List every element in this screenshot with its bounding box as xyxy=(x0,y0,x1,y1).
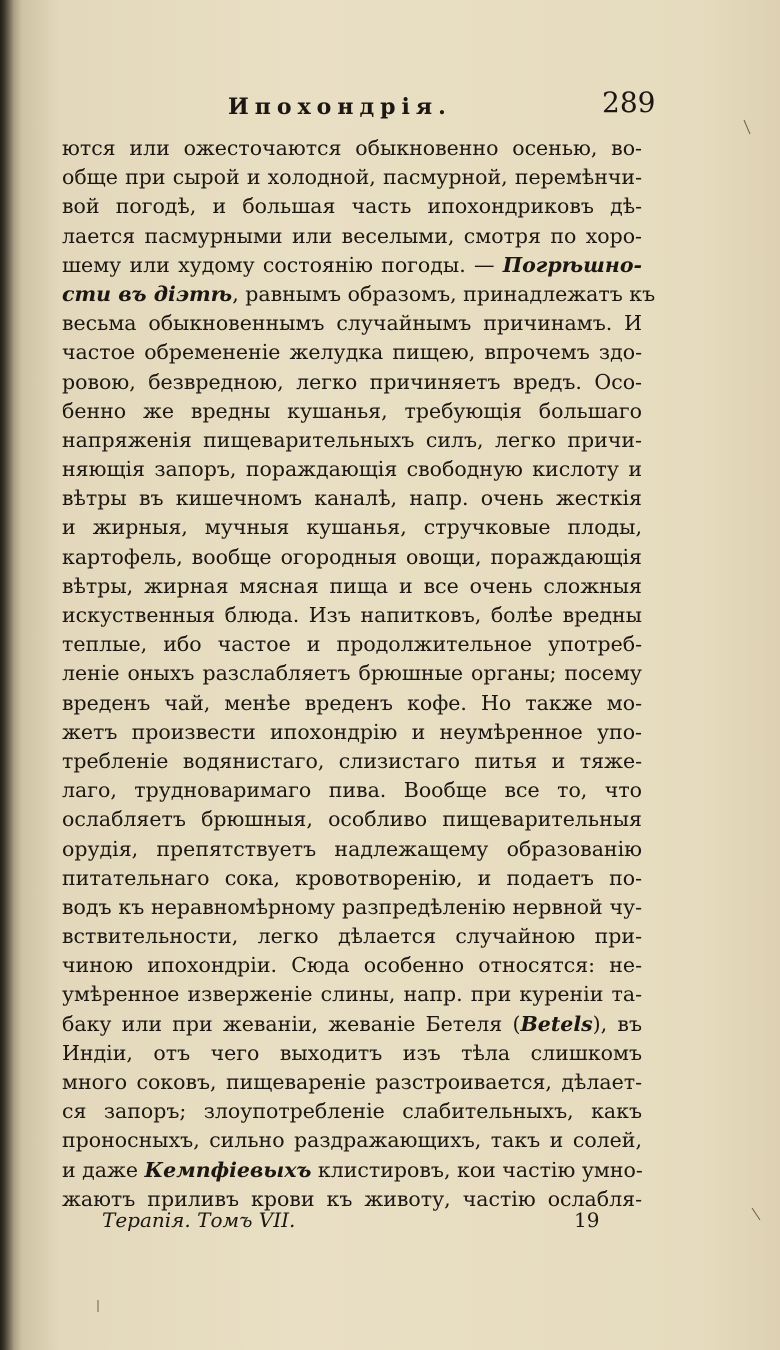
text-line xyxy=(62,805,642,834)
page-number: 289 xyxy=(602,86,656,119)
text-segment: Индіи, отъ чего выходитъ изъ тѣла слишкомъ xyxy=(62,1040,642,1065)
text-line xyxy=(62,222,642,251)
text-line xyxy=(62,1039,642,1068)
text-line xyxy=(62,251,642,280)
text-line xyxy=(62,338,642,367)
text-segment: теплые, ибо частое и продолжительное употреб- xyxy=(62,632,642,657)
text-segment: обще при сырой и холодной, пасмурной, перемѣнчи- xyxy=(62,165,642,190)
text-segment: няющія запоръ, пораждающія свободную кислоту и xyxy=(62,457,642,482)
footer-sheet-number: 19 xyxy=(574,1208,600,1232)
text-segment: вреденъ чай, менѣе вреденъ кофе. Но также мо- xyxy=(62,690,642,715)
italic-segment: Betels xyxy=(520,1011,593,1036)
text-segment: клистировъ, кои частію умно- xyxy=(311,1157,643,1182)
text-line xyxy=(62,601,642,630)
text-segment: бенно же вредны кушанья, требующія большаго xyxy=(62,398,642,423)
text-line xyxy=(62,659,642,688)
italic-segment: сти въ діэтѣ xyxy=(62,281,233,306)
text-line xyxy=(62,513,642,542)
text-line xyxy=(62,280,656,309)
text-segment: питательнаго сока, кровотворенію, и подаетъ по- xyxy=(62,865,642,890)
text-segment: вѣтры въ кишечномъ каналѣ, напр. очень жесткія xyxy=(62,486,642,511)
text-line xyxy=(62,397,642,426)
text-segment: вѣтры, жирная мясная пища и все очень сложныя xyxy=(62,573,642,598)
text-line xyxy=(62,980,642,1009)
text-segment: ся запоръ; злоупотребленіе слабительныхъ, какъ xyxy=(62,1099,642,1124)
text-segment: ются или ожесточаются обыкновенно осенью, во- xyxy=(62,136,642,160)
text-line xyxy=(62,426,642,455)
text-line xyxy=(62,192,642,221)
text-segment: ровою, безвредною, легко причиняетъ вредъ. Осо- xyxy=(62,369,642,394)
text-line xyxy=(62,1010,642,1039)
text-segment: вствительности, легко дѣлается случайною при- xyxy=(62,924,642,949)
text-line xyxy=(62,1068,642,1097)
text-segment: напряженія пищеварительныхъ силъ, легко причи- xyxy=(62,427,642,452)
text-segment: ослабляетъ брюшныя, особливо пищеварительныя xyxy=(62,807,642,832)
text-segment: чиною ипохондріи. Сюда особенно относятся: не- xyxy=(62,953,642,978)
text-line xyxy=(62,689,642,718)
text-segment: искуственныя блюда. Изъ напитковъ, болѣе вредны xyxy=(62,603,642,627)
text-line xyxy=(62,922,642,951)
spine-shadow xyxy=(0,0,14,1350)
text-line xyxy=(62,455,642,484)
italic-segment: Погрѣшно- xyxy=(502,252,642,277)
text-line xyxy=(62,134,642,163)
text-segment: и даже xyxy=(62,1157,145,1182)
text-segment: много соковъ, пищевареніе разстроивается, дѣлает- xyxy=(62,1070,642,1094)
text-segment: лается пасмурными или веселыми, смотря по хоро- xyxy=(62,223,642,248)
text-line xyxy=(62,1126,642,1155)
text-line xyxy=(62,718,642,747)
text-line xyxy=(62,630,642,659)
text-segment: водъ къ неравномѣрному разпредѣленію нервной чу- xyxy=(62,894,642,919)
text-segment: жетъ произвести ипохондрію и неумѣренное упо- xyxy=(62,719,642,744)
text-line xyxy=(62,1097,642,1126)
text-segment: орудія, препятствуетъ надлежащему образованію xyxy=(62,836,642,861)
text-line xyxy=(62,368,642,397)
text-line xyxy=(62,864,642,893)
text-segment: ), въ xyxy=(592,1011,642,1036)
text-segment: лаго, трудноваримаго пива. Вообще все то, что xyxy=(62,778,642,803)
text-line xyxy=(62,747,642,776)
text-segment: баку или при жеваніи, жеваніе Бетеля ( xyxy=(62,1011,521,1036)
text-line xyxy=(62,951,642,980)
text-segment: картофель, вообще огородныя овощи, пораждающія xyxy=(62,544,642,569)
text-segment: леніе оныхъ разслабляетъ брюшные органы; посему xyxy=(62,661,642,686)
text-segment: умѣренное изверженіе слины, напр. при куреніи та- xyxy=(62,982,642,1007)
text-segment: и жирныя, мучныя кушанья, стручковые плоды, xyxy=(62,515,642,540)
running-head: Ипохондрія. xyxy=(228,94,452,120)
italic-segment: Кемпфіевыхъ xyxy=(144,1157,312,1182)
text-segment: , равнымъ образомъ, принадлежатъ къ xyxy=(232,281,656,306)
text-line xyxy=(62,893,642,922)
text-segment: требленіе водянистаго, слизистаго питья и тяже- xyxy=(62,748,642,773)
text-line xyxy=(62,776,642,805)
text-segment: проносныхъ, сильно раздражающихъ, такъ и солей, xyxy=(62,1128,642,1153)
footer-signature: Терапія. Томъ VII. xyxy=(102,1208,296,1232)
body-text xyxy=(62,134,656,1214)
text-segment: жаютъ приливъ крови къ животу, частію ослабля- xyxy=(62,1186,642,1211)
text-line xyxy=(62,484,642,513)
text-line xyxy=(62,309,642,338)
text-line xyxy=(62,835,642,864)
text-segment: весьма обыкновеннымъ случайнымъ причинамъ. И xyxy=(62,311,642,336)
text-segment: шему или худому состоянію погоды. — xyxy=(62,252,503,277)
text-line xyxy=(62,543,642,572)
text-line xyxy=(62,572,642,601)
text-line xyxy=(62,1156,642,1185)
text-line xyxy=(62,163,642,192)
text-segment: вой погодѣ, и большая часть ипохондриковъ дѣ- xyxy=(62,194,642,219)
text-segment: частое обремененіе желудка пищею, впрочемъ здо- xyxy=(62,340,642,365)
